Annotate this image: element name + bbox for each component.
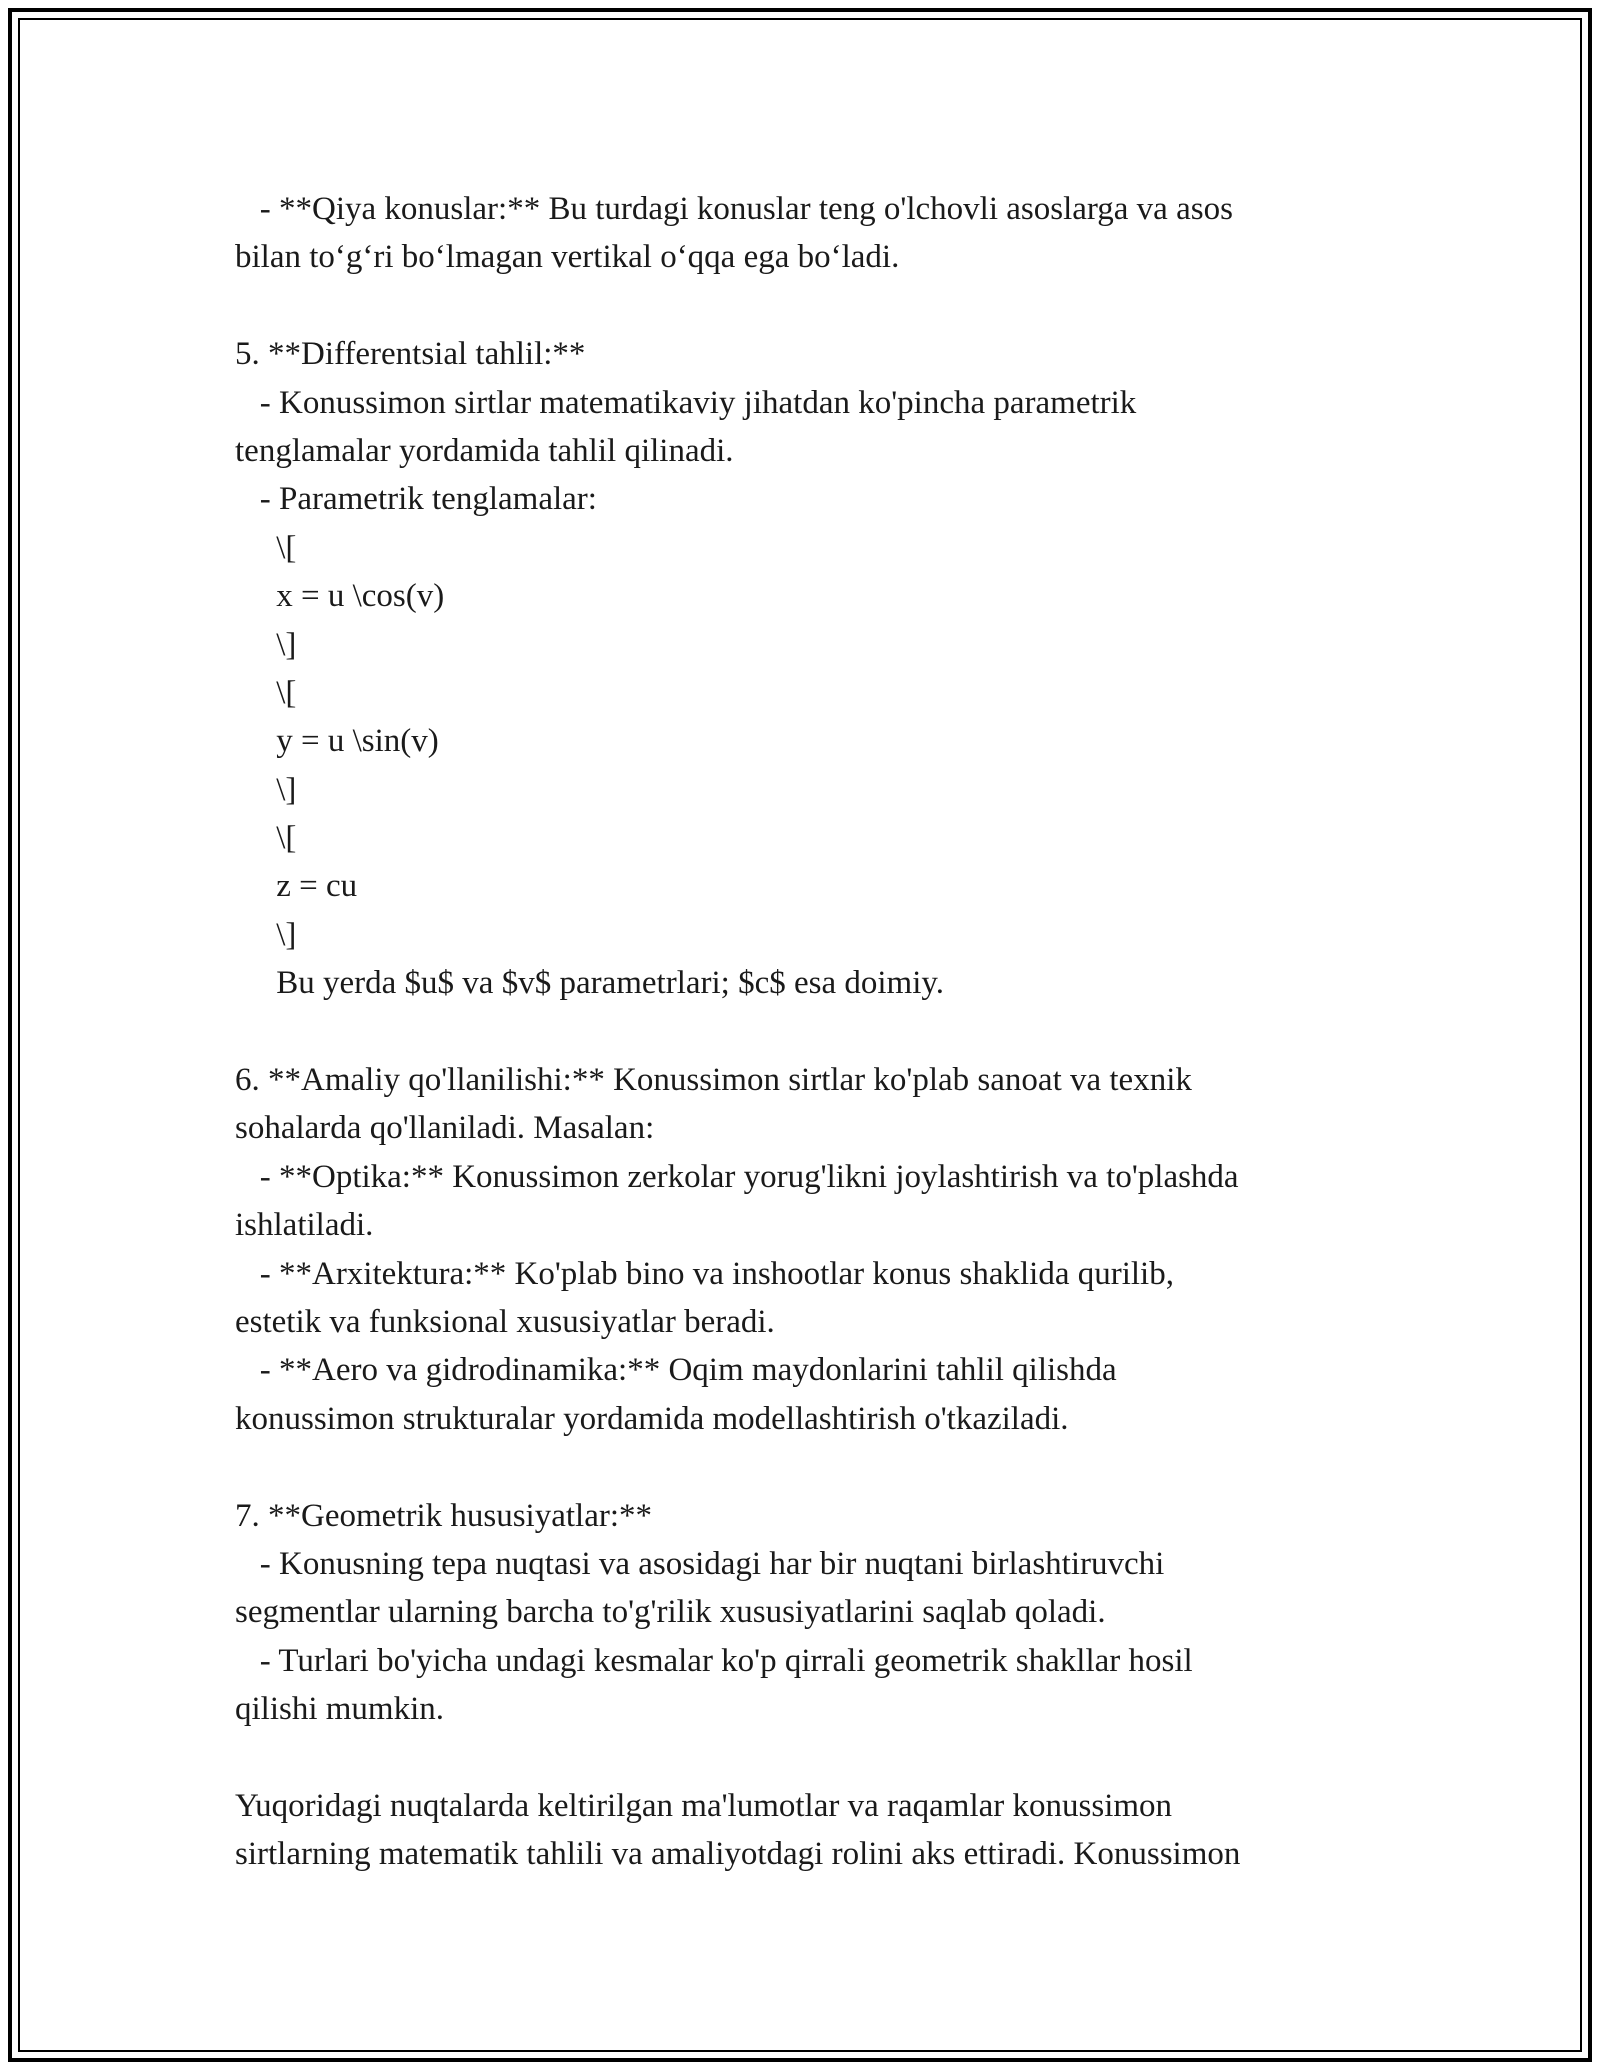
- document-body: [235, 185, 1415, 1879]
- text-line: - **Optika:** Konussimon zerkolar yorug'likni joylashtirish va to'plashda: [235, 1158, 1239, 1195]
- text-line: - **Aero va gidrodinamika:** Oqim maydonlarini tahlil qilishda: [235, 1352, 1117, 1389]
- equation-line: \[: [235, 674, 297, 711]
- section-heading: 7. **Geometrik hususiyatlar:**: [235, 1497, 653, 1534]
- text-line: segmentlar ularning barcha to'g'rilik xususiyatlarini saqlab qoladi.: [235, 1594, 1106, 1631]
- text-line: - **Qiya konuslar:** Bu turdagi konuslar teng o'lchovli asoslarga va asos: [235, 191, 1233, 227]
- text-line: - **Arxitektura:** Ko'plab bino va inshootlar konus shaklida qurilib,: [235, 1255, 1174, 1292]
- text-line: - Turlari bo'yicha undagi kesmalar ko'p qirrali geometrik shakllar hosil: [235, 1642, 1193, 1679]
- text-line: ishlatiladi.: [235, 1207, 374, 1244]
- equation-line: \[: [235, 529, 297, 566]
- text-line: tenglamalar yordamida tahlil qilinadi.: [235, 432, 734, 469]
- text-line: sirtlarning matematik tahlili va amaliyotdagi rolini aks ettiradi. Konussimon: [235, 1836, 1241, 1873]
- text-line: bilan to‘g‘ri bo‘lmagan vertikal o‘qqa ega bo‘ladi.: [235, 239, 900, 276]
- text-line: - Konusning tepa nuqtasi va asosidagi har bir nuqtani birlashtiruvchi: [235, 1545, 1165, 1582]
- text-line: estetik va funksional xususiyatlar beradi.: [235, 1303, 775, 1340]
- text-line: - Konussimon sirtlar matematikaviy jihatdan ko'pincha parametrik: [235, 384, 1137, 421]
- text-line: qilishi mumkin.: [235, 1691, 445, 1728]
- blank-line: [235, 282, 1415, 330]
- equation-line: \[: [235, 820, 297, 857]
- section-heading: 5. **Differentsial tahlil:**: [235, 336, 586, 373]
- text-line: konussimon strukturalar yordamida modellashtirish o'tkaziladi.: [235, 1400, 1069, 1437]
- blank-line: [235, 1008, 1415, 1056]
- section-heading: 6. **Amaliy qo'llanilishi:** Konussimon sirtlar ko'plab sanoat va texnik: [235, 1062, 1192, 1099]
- text-line: Bu yerda $u$ va $v$ parametrlari; $c$ esa doimiy.: [235, 965, 944, 1002]
- equation-line: \]: [235, 771, 297, 808]
- text-line: - Parametrik tenglamalar:: [235, 481, 597, 518]
- text-line: Yuqoridagi nuqtalarda keltirilgan ma'lumotlar va raqamlar konussimon: [235, 1787, 1173, 1824]
- equation-line: \]: [235, 916, 297, 953]
- equation-line: \]: [235, 626, 297, 663]
- text-line: sohalarda qo'llaniladi. Masalan:: [235, 1110, 655, 1147]
- equation-line: x = u \cos(v): [235, 578, 445, 615]
- equation-line: z = cu: [235, 868, 358, 905]
- blank-line: [235, 1443, 1415, 1491]
- equation-line: y = u \sin(v): [235, 723, 439, 760]
- blank-line: [235, 1734, 1415, 1782]
